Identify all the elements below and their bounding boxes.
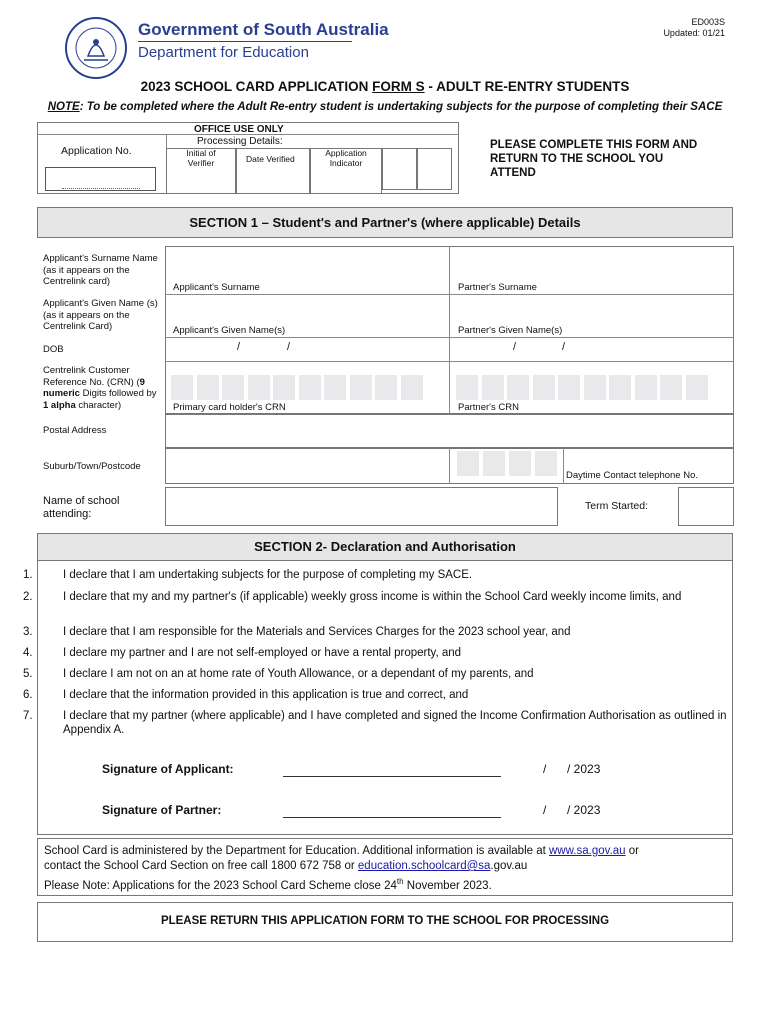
crn-label-part: Centrelink Customer Reference No. (CRN) ( xyxy=(43,365,140,388)
sa-gov-link[interactable]: www.sa.gov.au xyxy=(549,845,626,857)
crn-digit-box[interactable] xyxy=(686,375,708,400)
school-name-field[interactable] xyxy=(165,487,558,526)
partner-given-caption[interactable]: Partner's Given Name(s) xyxy=(458,325,563,336)
school-label: Name of school attending: xyxy=(43,495,120,520)
sig-applicant-line[interactable] xyxy=(283,776,501,777)
daytime-phone-caption: Daytime Contact telephone No. xyxy=(566,470,699,481)
declaration-text: I declare that my partner (where applicable) and I have completed and signed the Income Confirmation Authorisation as outlined in Appendix A. xyxy=(63,710,727,736)
declaration-text: I declare I am not on an at home rate of Youth Allowance, or a dependant of my parents, and xyxy=(63,668,534,680)
info-line-2 xyxy=(44,860,734,872)
office-title: OFFICE USE ONLY xyxy=(194,124,284,135)
crn-digit-box[interactable] xyxy=(584,375,606,400)
crn-label xyxy=(43,365,161,411)
sig-partner-label: Signature of Partner: xyxy=(102,803,222,817)
updated-date: Updated: 01/21 xyxy=(663,28,725,38)
declaration-item xyxy=(23,709,743,737)
phone-box[interactable] xyxy=(509,451,531,476)
crn-digit-box[interactable] xyxy=(222,375,244,400)
title-part: 2023 SCHOOL CARD APPLICATION xyxy=(140,79,373,94)
phone-box[interactable] xyxy=(457,451,479,476)
sig-applicant-date-year: / 2023 xyxy=(567,762,601,776)
info-text: School Card is administered by the Department for Education. Additional information is available at xyxy=(44,845,549,857)
email-link[interactable]: education.schoolcard@sa xyxy=(357,860,491,872)
crn-digit-box[interactable] xyxy=(401,375,423,400)
term-started-field[interactable] xyxy=(678,487,734,526)
declaration-item xyxy=(23,646,743,660)
section1-title: SECTION 1 – Student's and Partner's (where applicable) Details xyxy=(189,215,581,230)
title-form: FORM S xyxy=(372,79,425,94)
declaration-item xyxy=(23,568,743,582)
logo-divider xyxy=(138,41,352,42)
section2-title: SECTION 2- Declaration and Authorisation xyxy=(254,539,516,554)
crn-digit-box[interactable] xyxy=(456,375,478,400)
title-part-2: - ADULT RE-ENTRY STUDENTS xyxy=(424,79,630,94)
crn-digit-box[interactable] xyxy=(482,375,504,400)
declaration-number: 4. xyxy=(23,647,33,659)
applicant-surname-caption[interactable]: Applicant's Surname xyxy=(173,282,260,293)
app-indicator-label: Application Indicator xyxy=(325,148,367,168)
note-text: : To be completed where the Adult Re-entry student is undertaking subjects for the purpose of completing their SACE xyxy=(79,101,723,113)
sig-applicant-date-slash: / xyxy=(543,762,547,776)
logo-org-name: Government of South Australia xyxy=(138,20,389,39)
indicator-box-1[interactable] xyxy=(382,148,417,190)
logo-dept-name: Department for Education xyxy=(138,44,309,61)
crn-digit-box[interactable] xyxy=(299,375,321,400)
info-sup: th xyxy=(396,877,404,886)
form-code: ED003S xyxy=(691,17,725,27)
crn-label-bold: 9 numeric xyxy=(43,376,145,399)
crn-digit-box[interactable] xyxy=(197,375,219,400)
given-label: Applicant's Given Name (s) (as it appears on the Centrelink Card) xyxy=(43,298,158,332)
crn-digit-box[interactable] xyxy=(660,375,682,400)
date-verified-label: Date Verified xyxy=(246,154,295,164)
declaration-text: I declare that I am undertaking subjects for the purpose of completing my SACE. xyxy=(63,569,473,581)
crn-digit-box[interactable] xyxy=(273,375,295,400)
declaration-text: I declare that my and my partner's (if applicable) weekly gross income is within the School Card weekly income limits, and xyxy=(63,591,682,603)
crn-digit-box[interactable] xyxy=(324,375,346,400)
phone-box[interactable] xyxy=(483,451,505,476)
row-line xyxy=(165,337,734,338)
suburb-divider xyxy=(449,448,450,484)
info-text: November 2023. xyxy=(403,879,492,892)
dob-label: DOB xyxy=(43,344,64,355)
postal-address-field[interactable] xyxy=(165,414,734,448)
declaration-item xyxy=(23,590,743,604)
declaration-number: 6. xyxy=(23,689,33,701)
sig-partner-date-year: / 2023 xyxy=(567,803,601,817)
crn-digit-box[interactable] xyxy=(635,375,657,400)
info-text: or xyxy=(625,845,639,857)
sig-partner-line[interactable] xyxy=(283,817,501,818)
info-text: contact the School Card Section on free call 1800 672 758 or xyxy=(44,860,358,872)
applicant-given-caption[interactable]: Applicant's Given Name(s) xyxy=(173,325,286,336)
info-text: Please Note: Applications for the 2023 School Card Scheme close 24 xyxy=(44,879,397,892)
crn-digit-box[interactable] xyxy=(248,375,270,400)
declaration-number: 2. xyxy=(23,591,33,603)
declaration-text: I declare that I am responsible for the Materials and Services Charges for the 2023 school year, and xyxy=(63,626,571,638)
phone-divider xyxy=(563,448,564,484)
partner-dob-sep: / xyxy=(562,341,566,353)
declaration-item xyxy=(23,625,743,639)
partner-dob-sep: / xyxy=(513,341,517,353)
form-title xyxy=(0,79,770,94)
declaration-number: 5. xyxy=(23,668,33,680)
partner-surname-caption[interactable]: Partner's Surname xyxy=(458,282,537,293)
crn-label-part: character) xyxy=(75,399,122,411)
crn-digit-box[interactable] xyxy=(171,375,193,400)
surname-label: Applicant's Surname Name (as it appears on the Centrelink card) xyxy=(43,253,158,287)
suburb-label: Suburb/Town/Postcode xyxy=(43,461,141,472)
sig-applicant-label: Signature of Applicant: xyxy=(102,762,234,776)
crn-digit-box[interactable] xyxy=(533,375,555,400)
crn-digit-box[interactable] xyxy=(558,375,580,400)
row-line xyxy=(165,361,734,362)
indicator-box-2[interactable] xyxy=(417,148,452,190)
col-divider xyxy=(449,246,450,414)
declaration-number: 7. xyxy=(23,710,33,722)
note-label: NOTE xyxy=(47,101,80,113)
postal-label: Postal Address xyxy=(43,425,107,436)
declaration-number: 3. xyxy=(23,626,33,638)
crn-digit-box[interactable] xyxy=(375,375,397,400)
row-line xyxy=(165,294,734,295)
crn-label-bold: 1 alpha xyxy=(43,399,76,411)
app-no-label: Application No. xyxy=(61,145,132,157)
phone-box[interactable] xyxy=(535,451,557,476)
sig-partner-date-slash: / xyxy=(543,803,547,817)
instruction: PLEASE COMPLETE THIS FORM AND RETURN TO THE SCHOOL YOU ATTEND xyxy=(490,139,698,179)
crn-label-part: Digits followed by xyxy=(79,388,157,399)
info-line-3 xyxy=(44,877,734,892)
office-line xyxy=(37,134,459,135)
info-line-1 xyxy=(44,845,734,857)
declaration-number: 1. xyxy=(23,569,33,581)
primary-crn-caption: Primary card holder's CRN xyxy=(173,402,286,413)
declaration-text: I declare that the information provided in this application is true and correct, and xyxy=(63,689,469,701)
dob-sep: / xyxy=(287,341,291,353)
note xyxy=(0,101,770,113)
declaration-text: I declare my partner and I are not self-employed or have a rental property, and xyxy=(63,647,462,659)
info-text: .gov.au xyxy=(490,860,528,872)
footer-text: PLEASE RETURN THIS APPLICATION FORM TO THE SCHOOL FOR PROCESSING xyxy=(160,915,610,927)
crn-digit-box[interactable] xyxy=(609,375,631,400)
crn-digit-box[interactable] xyxy=(350,375,372,400)
term-started-label: Term Started: xyxy=(585,500,649,512)
initial-verifier-label: Initial of Verifier xyxy=(186,148,216,168)
government-seal xyxy=(64,16,128,80)
app-no-ticks xyxy=(62,188,140,189)
declaration-item xyxy=(23,667,743,681)
declaration-item xyxy=(23,688,743,702)
office-subtitle: Processing Details: xyxy=(197,136,283,147)
partner-crn-caption: Partner's CRN xyxy=(458,402,519,413)
dob-sep: / xyxy=(237,341,241,353)
crn-digit-box[interactable] xyxy=(507,375,529,400)
